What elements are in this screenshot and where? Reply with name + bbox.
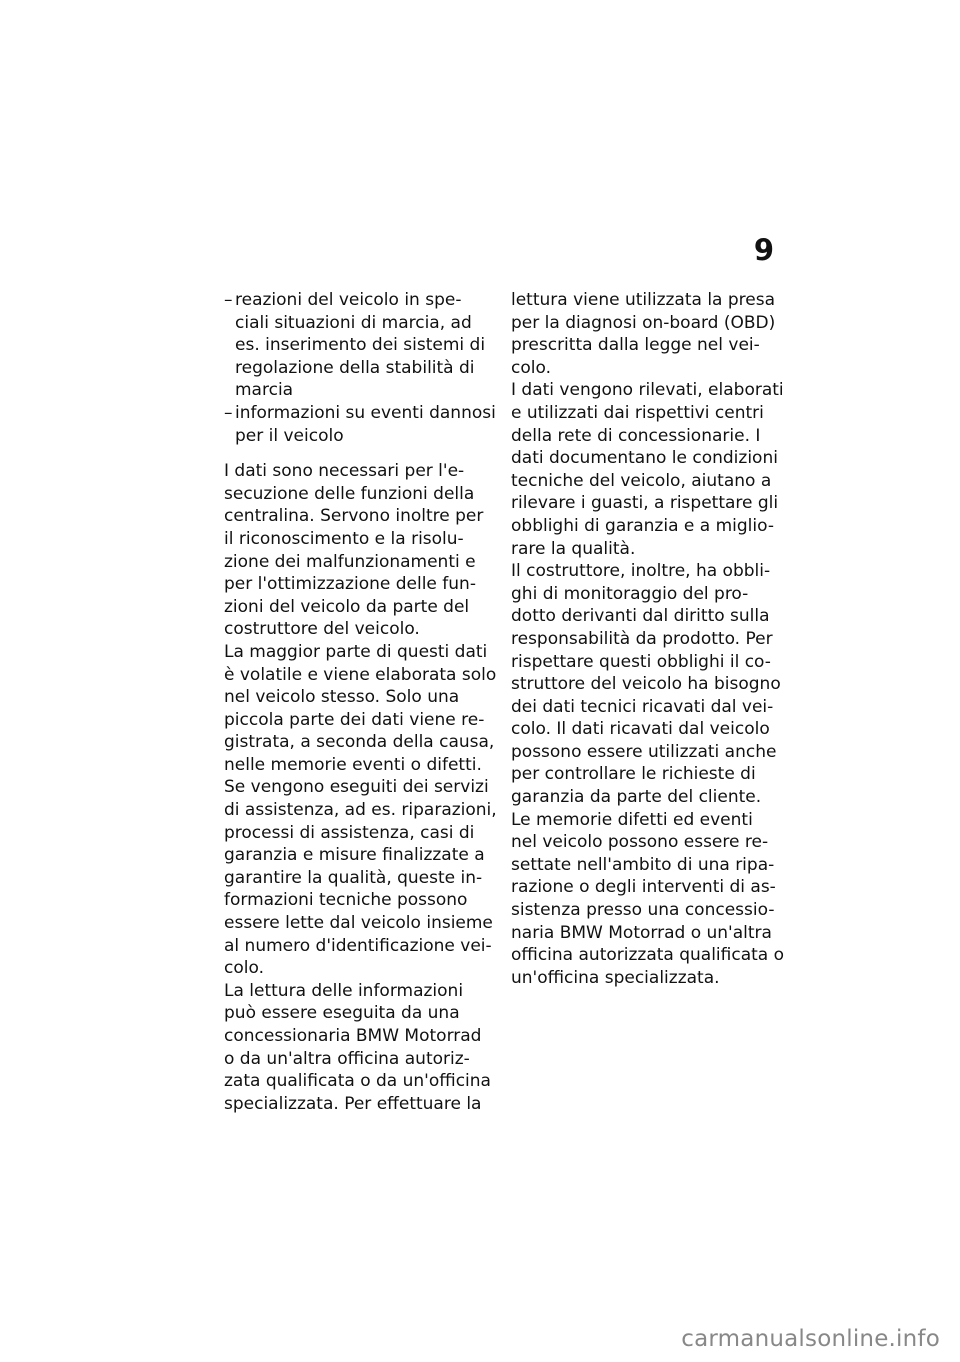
text-line: concessionaria BMW Motorrad [224,1026,482,1046]
text-line: zione dei malfunzionamenti e [224,551,476,572]
text-line: un'officina specializzata. [511,967,720,988]
text-line: essere lette dal veicolo insieme [224,913,493,934]
text-line: secuzione delle funzioni della [224,483,475,504]
text-line: formazioni tecniche possono [224,890,468,911]
text-line: ciali situazioni di marcia, ad [235,312,472,333]
text-line: colo. [511,357,551,378]
paragraph [224,641,497,777]
text-line: garantire la qualità, queste in- [224,867,483,888]
text-line: reazioni del veicolo in spe- [235,290,462,310]
bullet-item [224,402,494,447]
watermark-text: carmanualsonline.info [681,1326,940,1352]
text-line: La lettura delle informazioni [224,980,464,1001]
text-line: naria BMW Motorrad o un'altra [511,922,772,943]
text-line: Le memorie difetti ed eventi [511,809,753,830]
text-line: nelle memorie eventi o difetti. [224,754,482,775]
text-line: Il costruttore, inoltre, ha obbli- [511,561,771,582]
text-line: colo. [224,958,264,979]
text-line: nel veicolo stesso. Solo una [224,687,460,708]
paragraph [511,289,781,379]
text-line: responsabilità da prodotto. Per [511,628,773,649]
bullet-dash: – [224,290,233,310]
text-line: es. inserimento dei sistemi di [235,335,486,356]
text-line: al numero d'identificazione vei- [224,935,492,956]
text-line: zata qualificata o da un'officina [224,1071,491,1092]
text-line: struttore del veicolo ha bisogno [511,674,781,695]
text-line: ghi di monitoraggio del pro- [511,583,749,604]
text-line: garanzia e misure finalizzate a [224,845,485,866]
text-line: per il veicolo [235,425,344,446]
text-line: dotto derivanti dal diritto sulla [511,606,770,627]
text-line: nel veicolo possono essere re- [511,832,769,853]
text-line: il riconoscimento e la risolu- [224,528,464,549]
left-column [224,289,497,1115]
text-line: di assistenza, ad es. riparazioni, [224,800,497,821]
paragraph [511,379,784,560]
text-line: rispettare questi obblighi il co- [511,651,771,672]
text-line: sistenza presso una concessio- [511,900,775,921]
text-line: officina autorizzata qualificata o [511,945,785,966]
text-line: e utilizzati dai rispettivi centri [511,402,764,423]
bullet-dash: – [224,402,233,423]
bullet-first-line [224,402,494,425]
paragraph [511,809,785,990]
text-line: obblighi di garanzia e a miglio- [511,515,774,536]
text-line: specializzata. Per effettuare la [224,1093,482,1114]
text-line: garanzia da parte del cliente. [511,787,762,808]
text-line: razione o degli interventi di as- [511,877,776,898]
text-line: può essere eseguita da una [224,1003,460,1024]
text-line: lettura viene utilizzata la presa [511,290,776,310]
bullet-first-line [224,289,494,312]
text-line: possono essere utilizzati anche [511,741,777,762]
text-line: della rete di concessionarie. I [511,425,761,446]
text-line: informazioni su eventi dannosi [235,402,496,423]
paragraph [224,460,494,641]
text-line: dei dati tecnici ricavati dal vei- [511,696,774,717]
text-line: regolazione della stabilità di [235,357,475,378]
text-line: La maggior parte di questi dati [224,641,488,662]
paragraph [511,560,781,809]
bullet-item [224,289,494,402]
text-line: marcia [235,380,294,401]
right-column [511,289,785,989]
text-line: settate nell'ambito di una ripa- [511,854,775,875]
text-line: I dati sono necessari per l'e- [224,461,465,482]
text-line: Se vengono eseguiti dei servizi [224,777,489,798]
text-line: per l'ottimizzazione delle fun- [224,574,476,595]
text-line: piccola parte dei dati viene re- [224,709,485,730]
text-line: I dati vengono rilevati, elaborati [511,380,784,401]
text-line: per controllare le richieste di [511,764,756,785]
text-line: costruttore del veicolo. [224,619,420,640]
text-line: rare la qualità. [511,538,636,559]
text-line: zioni del veicolo da parte del [224,596,470,617]
page-number: 9 [753,233,774,267]
text-line: colo. Il dati ricavati dal veicolo [511,719,770,740]
text-line: è volatile e viene elaborata solo [224,664,497,685]
text-line: per la diagnosi on-board (OBD) [511,312,776,333]
text-line: tecniche del veicolo, aiutano a [511,470,772,491]
paragraph [224,980,494,1116]
paragraph [224,776,497,979]
text-line: gistrata, a seconda della causa, [224,732,495,753]
text-line: processi di assistenza, casi di [224,822,475,843]
text-line: prescritta dalla legge nel vei- [511,335,760,356]
text-line: centralina. Servono inoltre per [224,506,484,527]
text-line: dati documentano le condizioni [511,448,778,469]
paragraph-gap [224,447,494,460]
text-line: o da un'altra officina autoriz- [224,1048,470,1069]
text-line: rilevare i guasti, a rispettare gli [511,493,779,514]
